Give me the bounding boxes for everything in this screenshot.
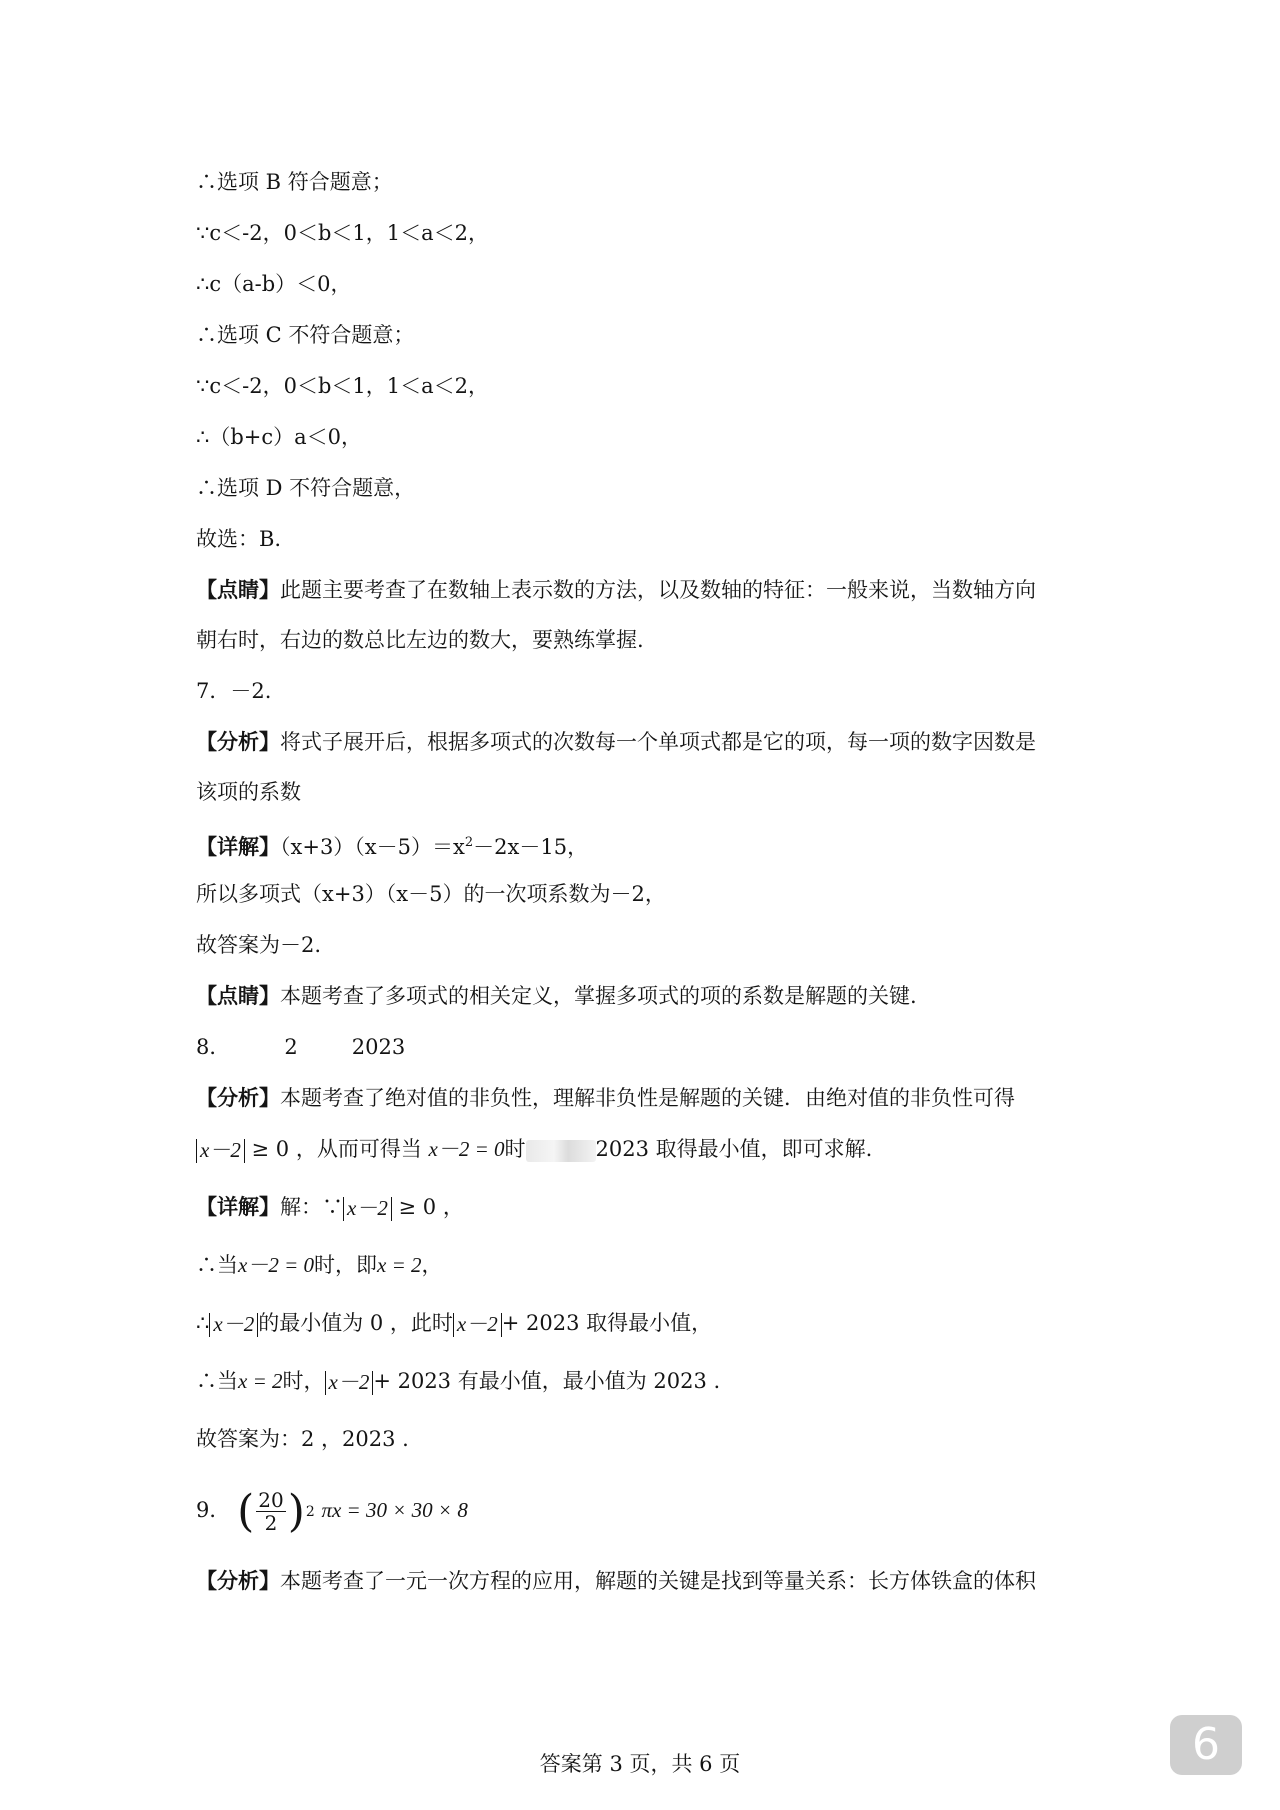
text: 时	[504, 1137, 526, 1161]
left-paren: (	[237, 1485, 255, 1537]
text: ∴当	[196, 1369, 238, 1393]
absolute-value: x－2	[196, 1139, 245, 1163]
text: ，	[421, 1253, 443, 1277]
comment-line	[196, 980, 1096, 1012]
question-number: 9．	[196, 1498, 231, 1522]
superscript: 2	[305, 1503, 315, 1520]
text-line: 所以多项式（x+3）（x－5）的一次项系数为－2，	[196, 882, 666, 906]
analysis-line	[196, 1082, 1096, 1114]
answer-number: 7．－2.	[196, 679, 272, 703]
math-expr: x = 2	[377, 1253, 422, 1277]
text-line: ∵c＜-2，0＜b＜1，1＜a＜2，	[196, 374, 489, 398]
answer-number	[196, 1031, 1096, 1063]
equation-line	[196, 1475, 1096, 1545]
question-number: 8．	[196, 1035, 231, 1059]
analysis-line	[196, 1565, 1096, 1597]
numerator: 20	[258, 1488, 284, 1512]
text-line: ∴选项 D 不符合题意，	[196, 476, 416, 500]
text-line: ∴（b+c）a＜0，	[196, 425, 363, 449]
math-line	[196, 1249, 1096, 1281]
absolute-value: x－2	[453, 1313, 502, 1337]
answer-value: 2023	[351, 1035, 406, 1059]
absolute-value: x－2	[343, 1197, 392, 1221]
text: + 2023 取得最小值，	[501, 1311, 713, 1335]
text: 时，即	[314, 1253, 377, 1277]
detail-line	[196, 1191, 1096, 1223]
comment-text: 本题考查了多项式的相关定义，掌握多项式的项的系数是解题的关键.	[280, 984, 917, 1008]
absolute-value: x－2	[325, 1371, 374, 1395]
superscript: 2	[464, 835, 474, 850]
answer-content	[196, 166, 1096, 1616]
right-paren: )	[287, 1485, 305, 1537]
text: + 2023 有最小值，最小值为 2023 .	[373, 1369, 721, 1393]
analysis-tag: 【分析】	[196, 729, 280, 754]
text: 2023 取得最小值，即可求解.	[595, 1137, 873, 1161]
text: ≥ 0 ，	[398, 1195, 464, 1219]
text: 的最小值为 0 ，此时	[258, 1311, 453, 1335]
detail-text: －2x－15，	[473, 835, 589, 859]
text-line: 朝右时，右边的数总比左边的数大，要熟练掌握.	[196, 628, 644, 652]
comment-text: 此题主要考查了在数轴上表示数的方法，以及数轴的特征：一般来说，当数轴方向	[280, 578, 1036, 602]
analysis-text: 本题考查了一元一次方程的应用，解题的关键是找到等量关系：长方体铁盒的体积	[280, 1569, 1036, 1593]
analysis-tag: 【分析】	[196, 1568, 280, 1593]
math-expr: πx = 30 × 30 × 8	[321, 1498, 468, 1522]
page-footer: 答案第 3 页，共 6 页	[539, 1752, 741, 1776]
text-line: 故选：B.	[196, 527, 282, 551]
comment-tag: 【点睛】	[196, 577, 280, 602]
text-line: ∴选项 C 不符合题意；	[196, 323, 415, 347]
math-line	[196, 1133, 1096, 1165]
comment-line	[196, 574, 1096, 606]
math-expr: x－2 = 0	[238, 1253, 314, 1277]
text-line: ∴选项 B 符合题意；	[196, 170, 393, 194]
detail-line	[196, 827, 1096, 859]
fraction-group	[237, 1477, 315, 1547]
text: ∴当	[196, 1253, 238, 1277]
math-line	[196, 1365, 1096, 1397]
text-line: 故答案为：2 ，2023 .	[196, 1427, 409, 1451]
text: 解：∵	[280, 1195, 343, 1219]
math-line	[196, 1307, 1096, 1339]
text-line: ∵c＜-2，0＜b＜1，1＜a＜2，	[196, 221, 489, 245]
detail-text: （x+3）（x－5）＝x	[280, 835, 465, 859]
text-line: 故答案为－2.	[196, 933, 322, 957]
comment-tag: 【点睛】	[196, 983, 280, 1008]
analysis-text: 将式子展开后，根据多项式的次数每一个单项式都是它的项，每一项的数字因数是	[280, 730, 1036, 754]
denominator: 2	[264, 1511, 278, 1535]
text: ≥ 0 ，从而可得当	[251, 1137, 422, 1161]
detail-tag: 【详解】	[196, 1194, 280, 1219]
blurred-region	[526, 1140, 596, 1162]
absolute-value: x－2	[209, 1313, 258, 1337]
answer-value: 2	[284, 1035, 298, 1059]
analysis-tag: 【分析】	[196, 1085, 280, 1110]
analysis-text: 本题考查了绝对值的非负性，理解非负性是解题的关键．由绝对值的非负性可得	[280, 1086, 1015, 1110]
text-line: ∴c（a-b）＜0，	[196, 272, 352, 296]
fraction	[256, 1489, 285, 1534]
math-expr: x = 2	[238, 1369, 283, 1393]
text-line: 该项的系数	[196, 780, 301, 804]
page-number-badge: 6	[1170, 1715, 1242, 1775]
math-expr: x－2 = 0	[428, 1137, 505, 1161]
text: 时，	[282, 1369, 325, 1393]
analysis-line	[196, 726, 1096, 758]
text: ∴	[196, 1311, 210, 1335]
detail-tag: 【详解】	[196, 834, 280, 859]
